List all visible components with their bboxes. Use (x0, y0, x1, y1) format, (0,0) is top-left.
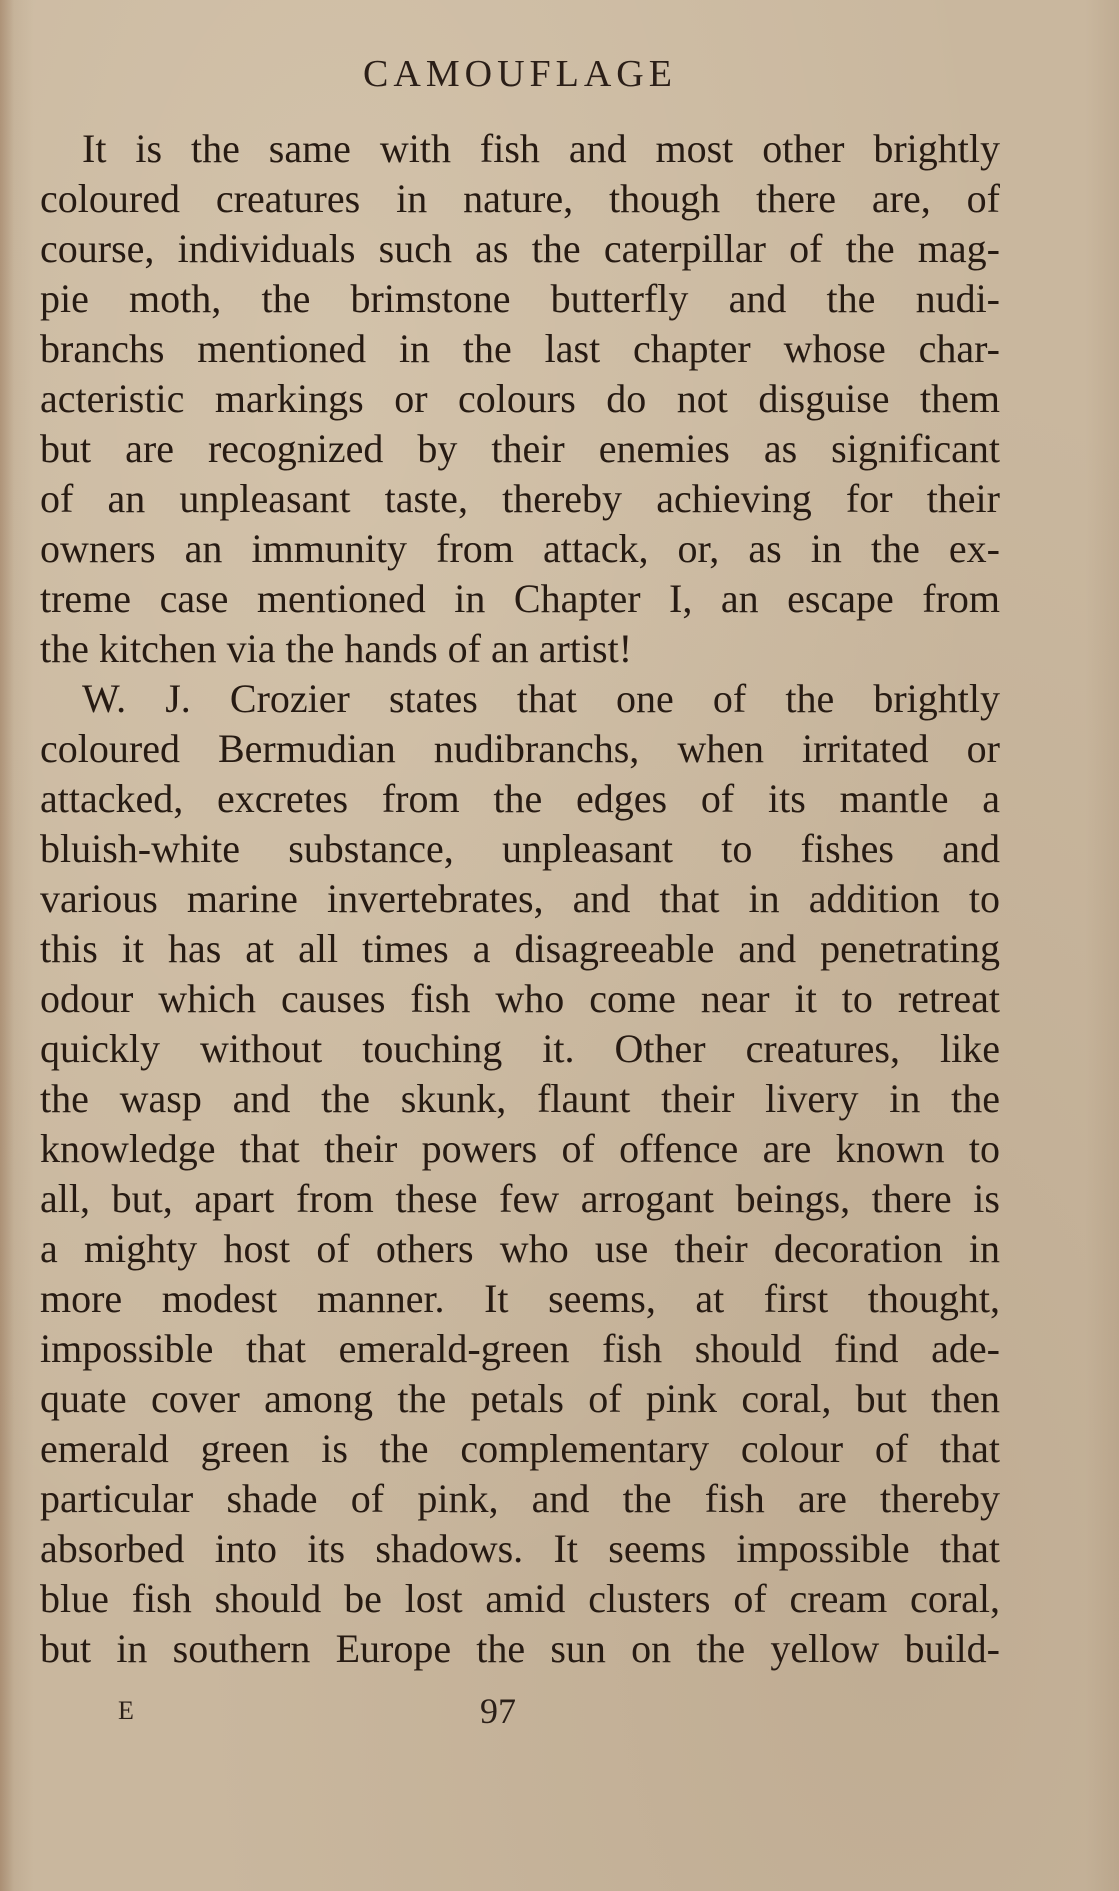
text-line: of an unpleasant taste, thereby achieving for their (40, 476, 1000, 521)
text-line: W. J. Crozier states that one of the brightly (82, 676, 1000, 721)
text-line: but are recognized by their enemies as significant (40, 426, 1000, 471)
page-gutter-edge (0, 0, 14, 1891)
text-line: pie moth, the brimstone butterfly and the nudi- (40, 276, 1000, 321)
text-line: various marine invertebrates, and that in addition to (40, 876, 1000, 921)
text-line: coloured Bermudian nudibranchs, when irritated or (40, 726, 1000, 771)
text-line: more modest manner. It seems, at first thought, (40, 1276, 1000, 1321)
text-line: particular shade of pink, and the fish are thereby (40, 1476, 1000, 1521)
text-line: course, individuals such as the caterpillar of the mag- (40, 226, 1000, 271)
text-line: attacked, excretes from the edges of its mantle a (40, 776, 1000, 821)
text-line: a mighty host of others who use their decoration in (40, 1226, 1000, 1271)
page-number: 97 (480, 1691, 516, 1731)
signature-mark: E (118, 1696, 134, 1725)
text-line: odour which causes fish who come near it to retreat (40, 976, 1000, 1021)
text-line: It is the same with fish and most other brightly (82, 126, 1000, 171)
text-line: coloured creatures in nature, though there are, of (40, 176, 1000, 221)
text-line: quate cover among the petals of pink coral, but then (40, 1376, 1000, 1421)
text-line: emerald green is the complementary colour of that (40, 1426, 1000, 1471)
text-line: this it has at all times a disagreeable and penetrating (40, 926, 1000, 971)
text-line: the kitchen via the hands of an artist! (40, 626, 633, 671)
text-line: all, but, apart from these few arrogant beings, there is (40, 1176, 1000, 1221)
text-line: knowledge that their powers of offence are known to (40, 1126, 1000, 1171)
text-line: bluish-white substance, unpleasant to fishes and (40, 826, 1000, 871)
text-line: branchs mentioned in the last chapter whose char- (40, 326, 1000, 371)
text-line: impossible that emerald-green fish should find ade- (40, 1326, 1000, 1371)
text-line: blue fish should be lost amid clusters of cream coral, (40, 1576, 1000, 1621)
text-line: absorbed into its shadows. It seems impossible that (40, 1526, 1000, 1571)
text-line: but in southern Europe the sun on the yellow build- (40, 1626, 1000, 1671)
text-line: acteristic markings or colours do not disguise them (40, 376, 1000, 421)
text-line: treme case mentioned in Chapter I, an escape from (40, 576, 1000, 621)
text-line: quickly without touching it. Other creatures, like (40, 1026, 1000, 1071)
running-head: CAMOUFLAGE (363, 53, 677, 95)
text-line: owners an immunity from attack, or, as in the ex- (40, 526, 1000, 571)
body-text (40, 124, 1000, 1674)
text-line: the wasp and the skunk, flaunt their livery in the (40, 1076, 1000, 1121)
